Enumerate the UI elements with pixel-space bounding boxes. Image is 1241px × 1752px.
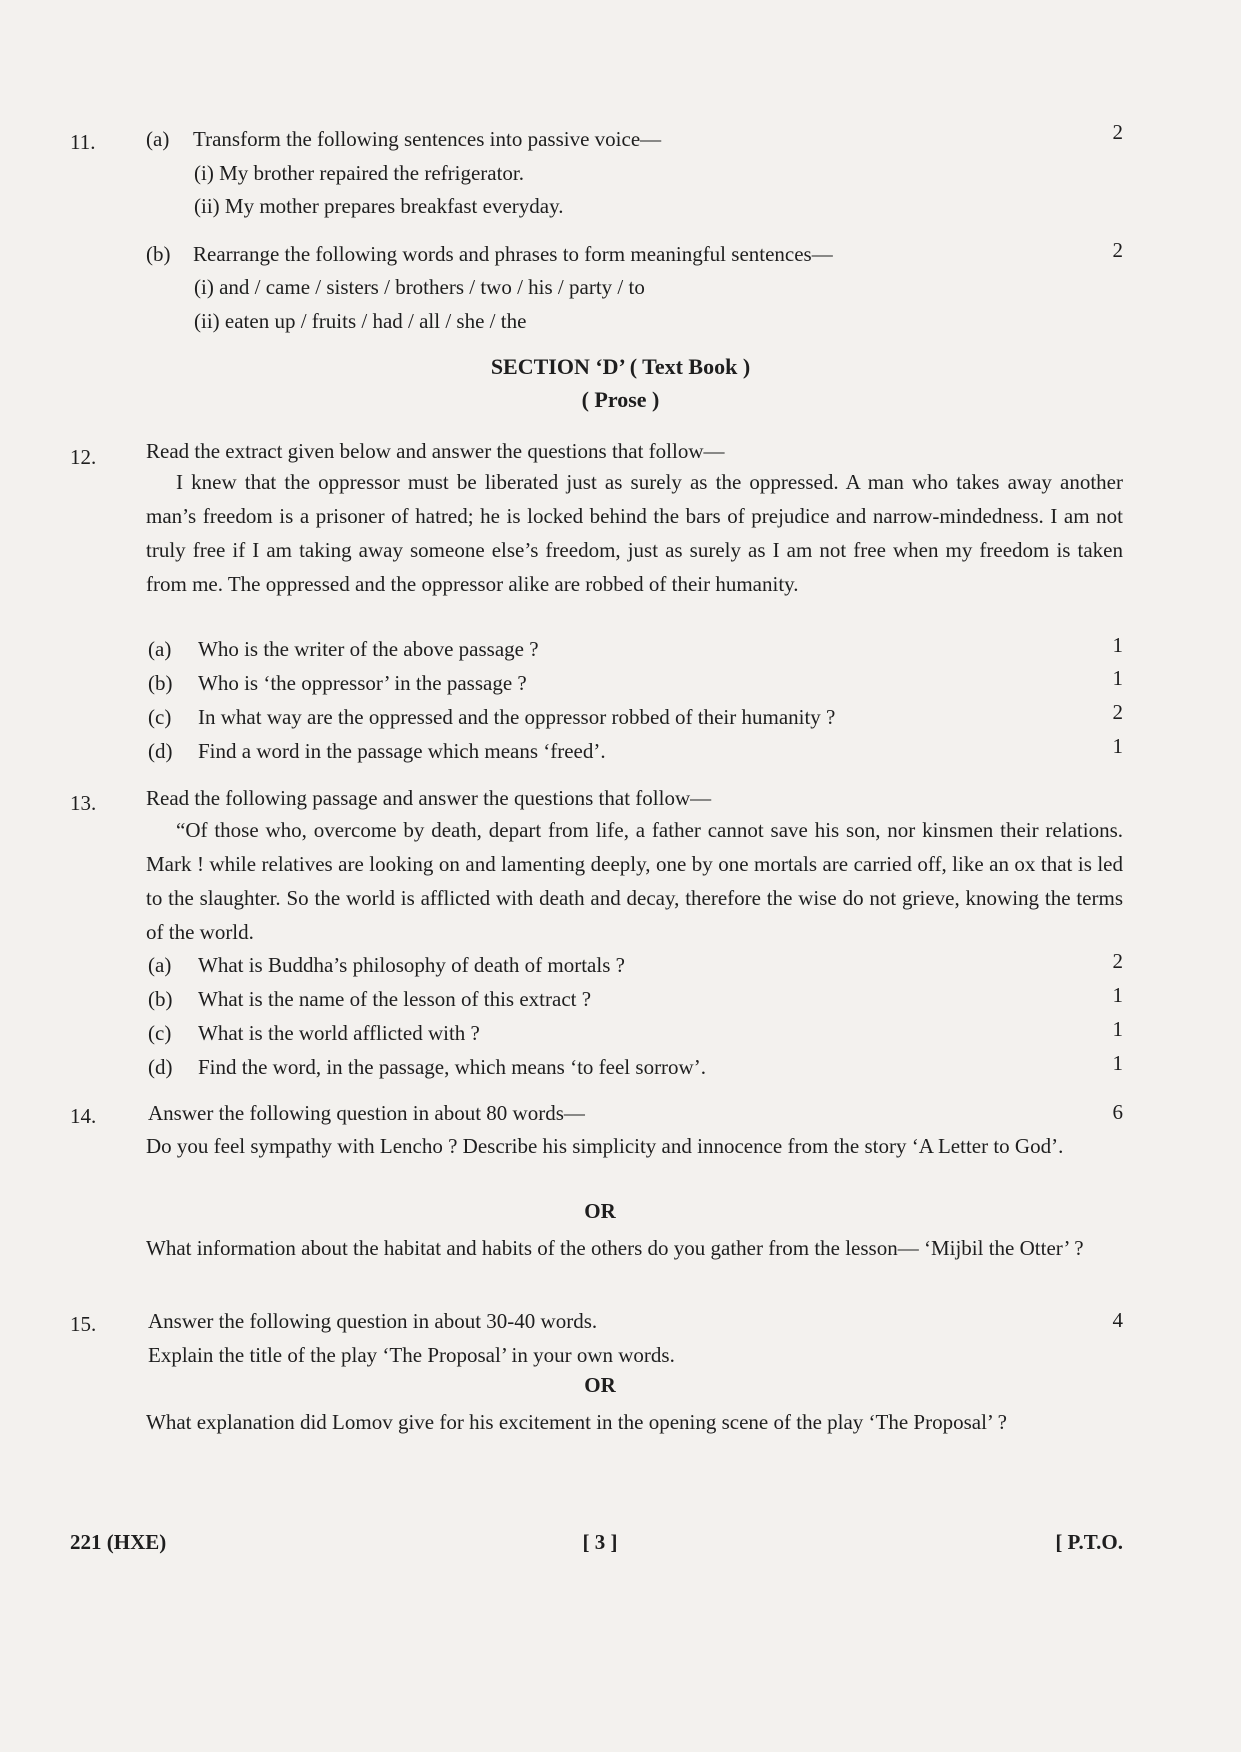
sub-label: (a) (148, 637, 172, 661)
sub-label: (c) (148, 1021, 172, 1045)
marks: 1 (1112, 1051, 1123, 1075)
sub-label: (a) (148, 953, 172, 977)
question-number: 14. (70, 1104, 97, 1128)
sub-label: (a) (146, 127, 170, 151)
sub-question: What is the world afflicted with ? (198, 1021, 480, 1045)
passage: I knew that the oppressor must be liberated just as surely as the oppressed. A man who takes away another man’s freedom is a prisoner of hatred; he is locked behind the bars of prejudice and narrow-mindedness. I am not truly free if I am taking away someone else’s freedom, just as surely as I am not free when my freedom is taken from me. The oppressed and the oppressor alike are robbed of their humanity. (146, 470, 1123, 596)
section-title: SECTION ‘D’ ( Text Book ) (490, 354, 751, 379)
sub-label: (d) (148, 1055, 173, 1079)
sub-question: Who is ‘the oppressor’ in the passage ? (198, 671, 527, 695)
question-intro: Read the extract given below and answer the questions that follow— (146, 439, 725, 463)
question-text: Explain the title of the play ‘The Proposal’ in your own words. (148, 1343, 675, 1367)
question-text: Rearrange the following words and phrases to form meaningful sentences— (193, 242, 833, 266)
paper-code: 221 (HXE) (70, 1530, 167, 1554)
marks: 2 (1112, 949, 1123, 973)
question-number: 12. (70, 445, 97, 469)
question-intro: Answer the following question in about 30-40 words. (148, 1309, 598, 1333)
question-number: 15. (70, 1312, 97, 1336)
sub-question: Who is the writer of the above passage ? (198, 637, 539, 661)
marks: 1 (1112, 633, 1123, 657)
sub-label: (b) (148, 671, 173, 695)
page-number: [ 3 ] (582, 1530, 618, 1554)
passage: “Of those who, overcome by death, depart from life, a father cannot save his son, nor kinsmen their relations. Mark ! while relatives are looking on and lamenting deeply, one by one mortals are carried off, like an ox that is led to the slaughter. So the world is afflicted with death and decay, therefore the wise do not grieve, knowing the terms of the world. (146, 818, 1123, 944)
list-item: (ii) My mother prepares breakfast everyday. (194, 194, 564, 218)
question-text: Do you feel sympathy with Lencho ? Describe his simplicity and innocence from the story ‘A Letter to God’. (146, 1134, 1064, 1158)
marks: 1 (1112, 666, 1123, 690)
list-item: (i) My brother repaired the refrigerator. (194, 161, 525, 185)
marks: 2 (1112, 700, 1123, 724)
marks: 1 (1112, 983, 1123, 1007)
question-text: Transform the following sentences into passive voice— (193, 127, 662, 151)
or-divider: OR (584, 1373, 616, 1397)
alternative-question: What explanation did Lomov give for his excitement in the opening scene of the play ‘The Proposal’ ? (146, 1410, 1007, 1434)
marks: 2 (1112, 238, 1123, 262)
question-intro: Read the following passage and answer the questions that follow— (146, 786, 712, 810)
pto-label: [ P.T.O. (1055, 1530, 1123, 1554)
question-number: 13. (70, 791, 97, 815)
question-number: 11. (70, 130, 96, 154)
sub-label: (b) (146, 242, 171, 266)
marks: 6 (1112, 1100, 1123, 1124)
sub-label: (d) (148, 739, 173, 763)
list-item: (i) and / came / sisters / brothers / two / his / party / to (194, 275, 645, 299)
section-subtitle: ( Prose ) (581, 387, 660, 412)
list-item: (ii) eaten up / fruits / had / all / she / the (194, 309, 527, 333)
marks: 2 (1112, 120, 1123, 144)
or-divider: OR (584, 1199, 616, 1223)
marks: 1 (1112, 1017, 1123, 1041)
marks: 1 (1112, 734, 1123, 758)
sub-label: (b) (148, 987, 173, 1011)
sub-question: Find the word, in the passage, which means ‘to feel sorrow’. (198, 1055, 706, 1079)
sub-label: (c) (148, 705, 172, 729)
alternative-question: What information about the habitat and habits of the others do you gather from the lesson— ‘Mijbil the Otter’ ? (146, 1236, 1084, 1260)
sub-question: What is Buddha’s philosophy of death of mortals ? (198, 953, 625, 977)
marks: 4 (1112, 1308, 1123, 1332)
sub-question: What is the name of the lesson of this extract ? (198, 987, 592, 1011)
sub-question: Find a word in the passage which means ‘freed’. (198, 739, 606, 763)
question-intro: Answer the following question in about 80 words— (148, 1101, 585, 1125)
sub-question: In what way are the oppressed and the oppressor robbed of their humanity ? (198, 705, 836, 729)
